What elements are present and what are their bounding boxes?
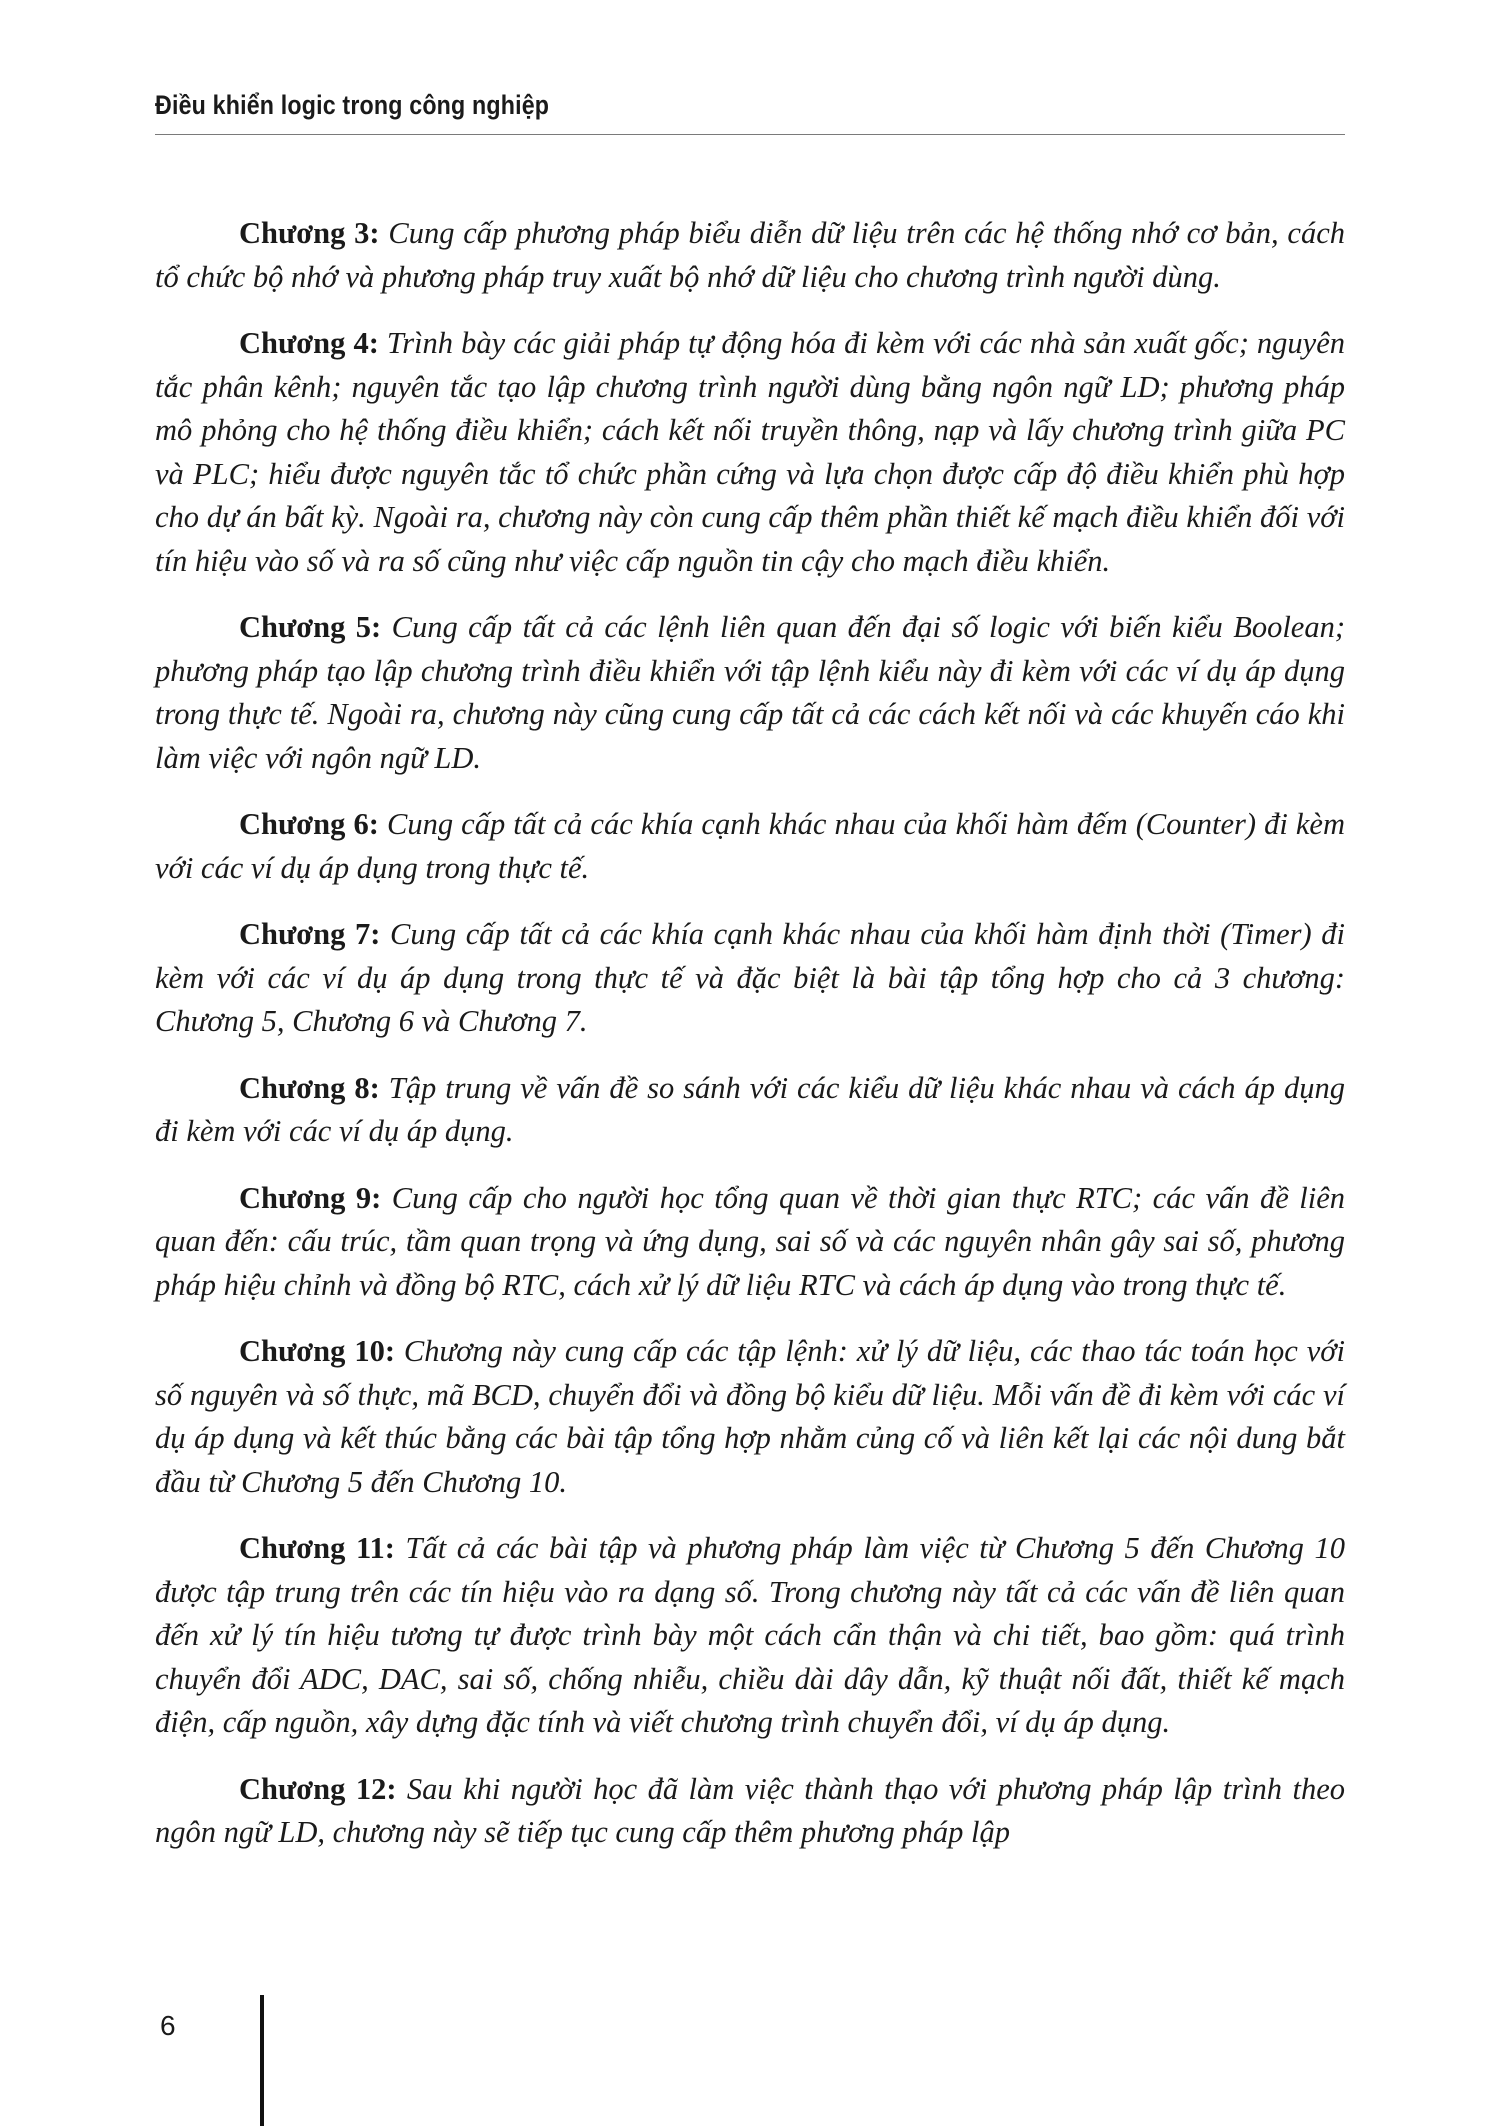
chapter-6-paragraph xyxy=(155,803,1345,890)
footer-vertical-rule xyxy=(260,1995,264,2126)
chapter-description: Trình bày các giải pháp tự động hóa đi kèm với các nhà sản xuất gốc; nguyên tắc phân kênh; nguyên tắc tạo lập chương trình người dùng bằng ngôn ngữ LD; phương pháp mô phỏng cho hệ thống điều khiển; cách kết nối truyền thông, nạp và lấy chương trình giữa PC và PLC; hiểu được nguyên tắc tổ chức phần cứng và lựa chọn được cấp độ điều khiển phù hợp cho dự án bất kỳ. Ngoài ra, chương này còn cung cấp thêm phần thiết kế mạch điều khiển đối với tín hiệu vào số và ra số cũng như việc cấp nguồn tin cậy cho mạch điều khiển. xyxy=(155,326,1345,578)
chapter-description: Cung cấp tất cả các khía cạnh khác nhau của khối hàm định thời (Timer) đi kèm với các ví dụ áp dụng trong thực tế và đặc biệt là bài tập tổng hợp cho cả 3 chương: Chương 5, Chương 6 và Chương 7. xyxy=(155,917,1346,1038)
chapter-label: Chương 7: xyxy=(239,917,381,951)
chapter-description: Sau khi người học đã làm việc thành thạo với phương pháp lập trình theo ngôn ngữ LD, chương này sẽ tiếp tục cung cấp thêm phương pháp lập xyxy=(155,1771,1345,1849)
page-number: 6 xyxy=(160,2010,176,2041)
chapter-8-paragraph xyxy=(155,1067,1345,1154)
chapter-description: Tất cả các bài tập và phương pháp làm việc từ Chương 5 đến Chương 10 được tập trung trên các tín hiệu vào ra dạng số. Trong chương này tất cả các vấn đề liên quan đến xử lý tín hiệu tương tự được trình bày một cách cẩn thận và chi tiết, bao gồm: quá trình chuyển đổi ADC, DAC, sai số, chống nhiễu, chiều dài dây dẫn, kỹ thuật nối đất, thiết kế mạch điện, cấp nguồn, xây dựng đặc tính và viết chương trình chuyển đổi, ví dụ áp dụng. xyxy=(155,1531,1345,1739)
chapter-11-paragraph xyxy=(155,1527,1345,1745)
chapter-5-paragraph xyxy=(155,606,1345,780)
chapter-description: Chương này cung cấp các tập lệnh: xử lý dữ liệu, các thao tác toán học với số nguyên và số thực, mã BCD, chuyển đổi và đồng bộ kiểu dữ liệu. Mỗi vấn đề đi kèm với các ví dụ áp dụng và kết thúc bằng các bài tập tổng hợp nhằm củng cố và liên kết lại các nội dung bắt đầu từ Chương 5 đến Chương 10. xyxy=(155,1334,1345,1499)
chapter-label: Chương 9: xyxy=(239,1180,382,1215)
chapter-10-paragraph xyxy=(155,1330,1345,1504)
chapter-4-paragraph xyxy=(155,322,1345,583)
chapter-description: Cung cấp tất cả các lệnh liên quan đến đại số logic với biến kiểu Boolean; phương pháp tạo lập chương trình điều khiển với tập lệnh kiểu này đi kèm với các ví dụ áp dụng trong thực tế. Ngoài ra, chương này cũng cung cấp tất cả các cách kết nối và các khuyến cáo khi làm việc với ngôn ngữ LD. xyxy=(155,610,1346,775)
chapter-description: Cung cấp phương pháp biểu diễn dữ liệu trên các hệ thống nhớ cơ bản, cách tổ chức bộ nhớ và phương pháp truy xuất bộ nhớ dữ liệu cho chương trình người dùng. xyxy=(155,216,1345,294)
chapter-label: Chương 6: xyxy=(239,807,379,841)
chapter-3-paragraph xyxy=(155,212,1345,299)
chapter-description: Cung cấp cho người học tổng quan về thời gian thực RTC; các vấn đề liên quan đến: cấu trúc, tầm quan trọng và ứng dụng, sai số và các nguyên nhân gây sai số, phương pháp hiệu chỉnh và đồng bộ RTC, cách xử lý dữ liệu RTC và cách áp dụng vào trong thực tế. xyxy=(155,1180,1345,1302)
running-header: Điều khiển logic trong công nghiệp xyxy=(155,90,550,120)
chapter-label: Chương 8: xyxy=(239,1070,380,1105)
chapter-description: Tập trung về vấn đề so sánh với các kiểu dữ liệu khác nhau và cách áp dụng đi kèm với các ví dụ áp dụng. xyxy=(155,1070,1345,1148)
header-divider xyxy=(155,134,1345,135)
page-body xyxy=(155,212,1345,1878)
chapter-label: Chương 4: xyxy=(239,326,379,360)
chapter-label: Chương 12: xyxy=(239,1771,397,1806)
chapter-12-paragraph xyxy=(155,1768,1345,1855)
chapter-label: Chương 3: xyxy=(239,216,380,250)
chapter-label: Chương 5: xyxy=(239,610,382,644)
chapter-label: Chương 10: xyxy=(239,1334,395,1368)
chapter-7-paragraph xyxy=(155,913,1345,1044)
chapter-label: Chương 11: xyxy=(239,1531,395,1565)
chapter-description: Cung cấp tất cả các khía cạnh khác nhau của khối hàm đếm (Counter) đi kèm với các ví dụ áp dụng trong thực tế. xyxy=(155,807,1345,885)
chapter-9-paragraph xyxy=(155,1177,1345,1308)
